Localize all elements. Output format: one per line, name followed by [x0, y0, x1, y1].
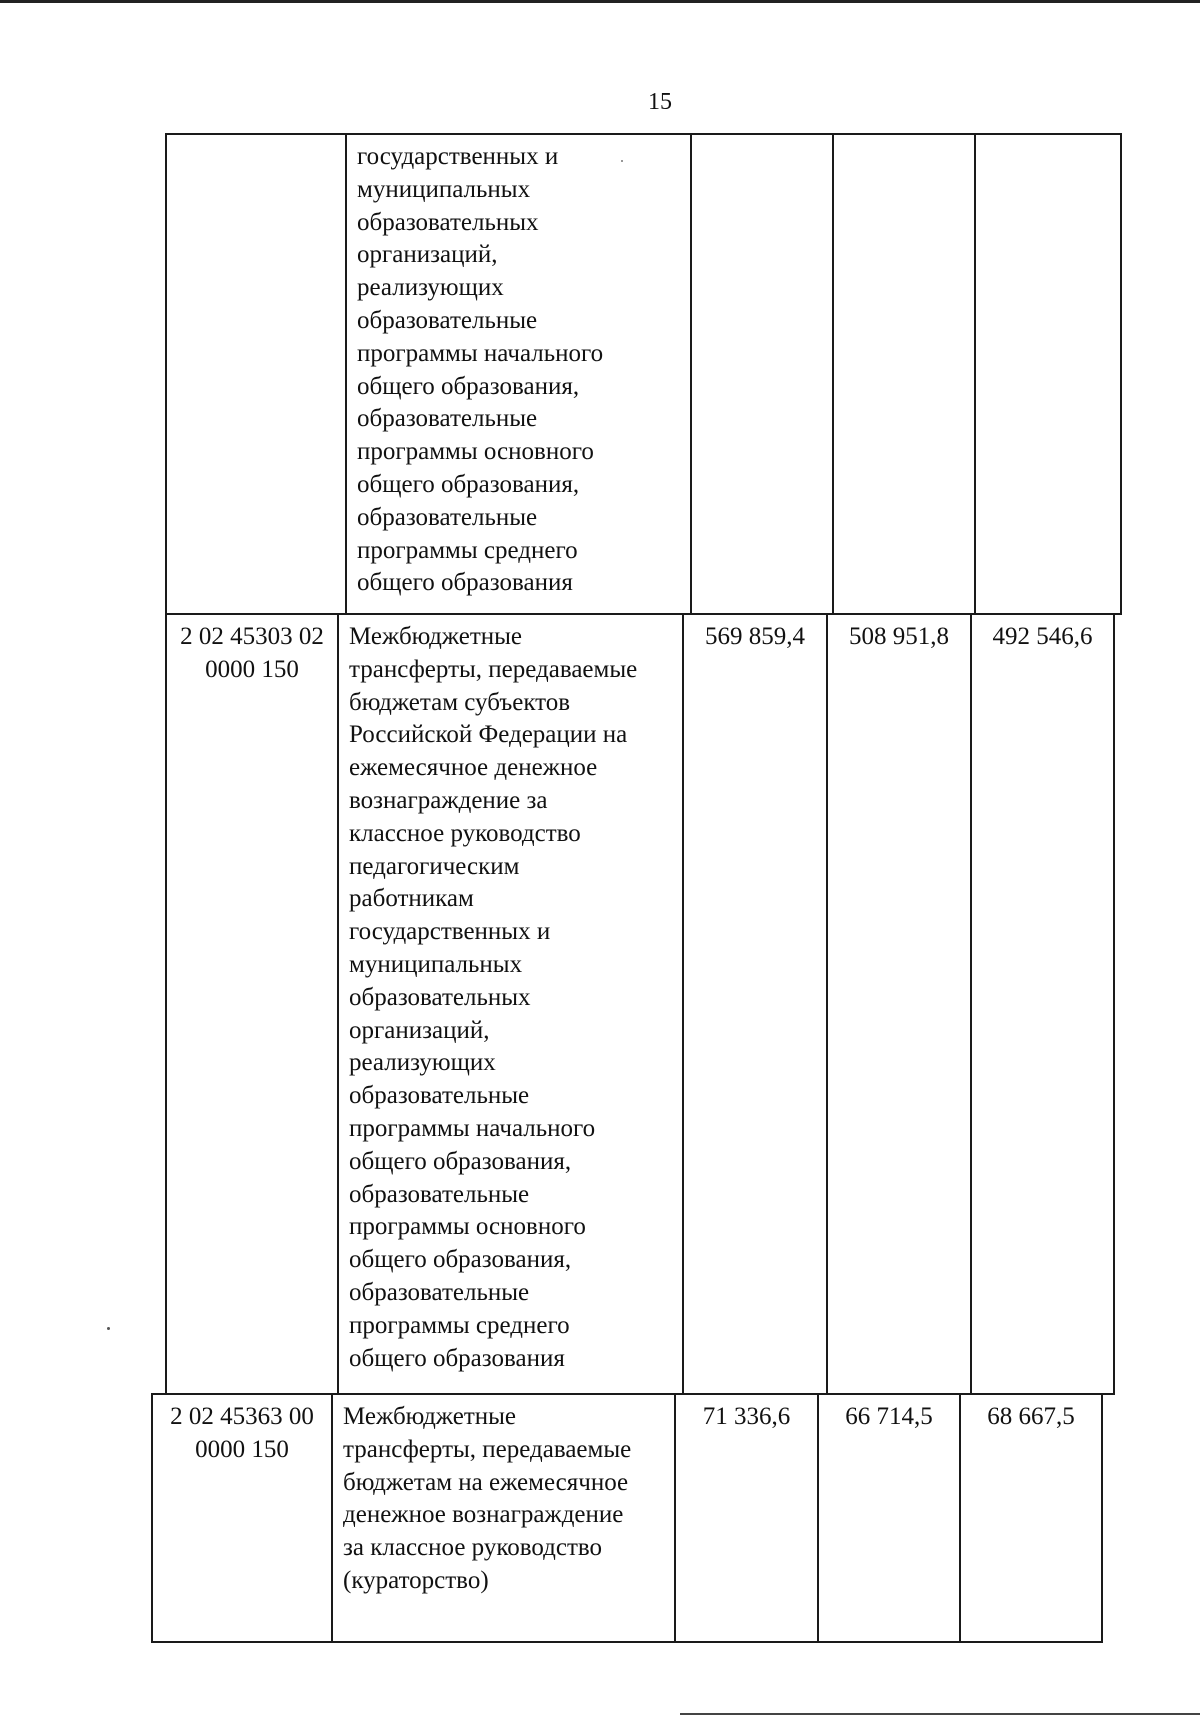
value-cell-year-3: 68 667,5	[960, 1394, 1102, 1642]
description-line: организаций,	[349, 1016, 490, 1044]
value-cell-year-2: 508 951,8	[827, 614, 971, 1394]
budget-code-line: 0000 150	[195, 1435, 289, 1463]
description-line: реализующих	[349, 1049, 496, 1077]
table-fragment-continued	[165, 133, 1122, 615]
description-line: Российской Федерации на	[349, 721, 628, 749]
description-line: программы начального	[349, 1114, 596, 1142]
description-line: бюджетам субъектов	[349, 688, 571, 716]
description-line: образовательные	[349, 1278, 530, 1306]
description-line: программы среднего	[357, 536, 578, 564]
description-line: Межбюджетные	[349, 623, 523, 650]
description-cell	[338, 614, 683, 1394]
description-line: работникам	[349, 885, 474, 913]
description-line: денежное вознаграждение	[343, 1501, 624, 1529]
description-line: общего образования,	[357, 372, 580, 400]
description-line: ежемесячное денежное	[349, 754, 598, 782]
description-line: образовательные	[349, 1082, 530, 1110]
description-line: образовательные	[357, 503, 538, 531]
value-cell-year-1: 71 336,6	[675, 1394, 818, 1642]
description-line: Межбюджетные	[343, 1403, 517, 1430]
description-line: образовательные	[349, 1180, 530, 1208]
value-cell-year-1	[691, 134, 833, 614]
description-line: организаций,	[357, 241, 498, 269]
description-line: образовательных	[349, 983, 531, 1011]
code-cell	[166, 134, 346, 614]
code-cell	[166, 614, 338, 1394]
description-line: общего образования	[349, 1344, 565, 1372]
table-fragment-45303	[165, 613, 1115, 1395]
value-cell-year-1: 569 859,4	[683, 614, 827, 1394]
table-row-45303	[166, 614, 1114, 1394]
description-line: педагогическим	[349, 852, 520, 880]
budget-code-line: 2 02 45363 00	[170, 1403, 314, 1430]
description-line: общего образования	[357, 569, 573, 597]
description-line: вознаграждение за	[349, 786, 548, 814]
description-line: государственных и	[357, 143, 559, 170]
description-line: образовательных	[357, 208, 539, 236]
value-cell-year-2	[833, 134, 975, 614]
description-line: реализующих	[357, 274, 504, 302]
page-bottom-edge	[680, 1713, 1200, 1715]
table-fragment-45363	[151, 1393, 1103, 1643]
value-cell-year-3	[975, 134, 1121, 614]
page-top-edge	[0, 0, 1200, 3]
description-line: образовательные	[357, 405, 538, 433]
description-cell	[346, 134, 691, 614]
description-line: государственных и	[349, 918, 551, 946]
code-cell	[152, 1394, 332, 1642]
description-line: общего образования,	[349, 1246, 572, 1274]
budget-code-line: 0000 150	[205, 655, 299, 683]
table-row-continued	[166, 134, 1121, 614]
scan-speck	[107, 1327, 110, 1330]
description-line: программы начального	[357, 339, 604, 367]
description-line: классное руководство	[349, 819, 581, 847]
description-line: трансферты, передаваемые	[343, 1435, 632, 1463]
description-line: муниципальных	[349, 950, 523, 978]
value-cell-year-3: 492 546,6	[971, 614, 1114, 1394]
description-line: (кураторство)	[343, 1566, 489, 1594]
table-row-45363	[152, 1394, 1102, 1642]
budget-code-line: 2 02 45303 02	[180, 623, 324, 650]
description-line: программы основного	[357, 438, 594, 466]
description-line: программы основного	[349, 1213, 586, 1241]
value-cell-year-2: 66 714,5	[818, 1394, 960, 1642]
description-cell	[332, 1394, 675, 1642]
description-line: за классное руководство	[343, 1534, 602, 1562]
description-line: муниципальных	[357, 175, 531, 203]
description-line: бюджетам на ежемесячное	[343, 1468, 629, 1496]
description-line: общего образования,	[357, 470, 580, 498]
description-line: образовательные	[357, 306, 538, 334]
description-line: программы среднего	[349, 1311, 570, 1339]
description-line: общего образования,	[349, 1147, 572, 1175]
page-number: 15	[648, 89, 672, 115]
description-line: трансферты, передаваемые	[349, 655, 638, 683]
